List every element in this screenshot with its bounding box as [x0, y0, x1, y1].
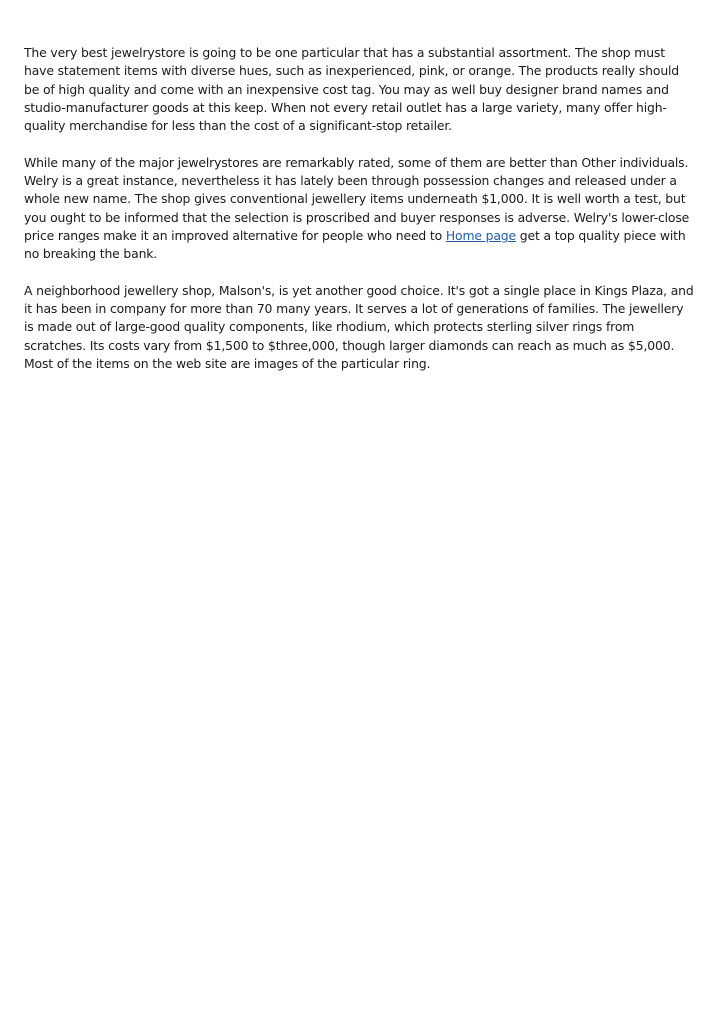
paragraph-welry-text-before: While many of the major jewelrystores are remarkably rated, some of them are better than Other individuals. Welry is a great instance, nevertheless it has lately been through possession changes and released under a whole new name. The shop gives conventional jewellery items underneath $1,000. It is well worth a test, but you ought to be informed that the selection is proscribed and buyer responses is adverse. Welry's lower-close price ranges make it an improved alternative for people who need to: [24, 154, 690, 243]
paragraph-jewelry-assortment: The very best jewelrystore is going to be one particular that has a substantial assortment. The shop must have statement items with diverse hues, such as inexperienced, pink, or orange. The products really should be of high quality and come with an inexpensive cost tag. You may as well buy designer brand names and studio-manufacturer goods at this keep. When not every retail outlet has a large variety, many offer high-quality merchandise for less than the cost of a significant-stop retailer.: [24, 45, 680, 134]
paragraph-malsons: A neighborhood jewellery shop, Malson's, is yet another good choice. It's got a single place in Kings Plaza, and it has been in company for more than 70 many years. It serves a lot of generations of families. The jewellery is made out of large-good quality components, like rhodium, which protects sterling silver rings from scratches. Its costs vary from $1,500 to $three,000, though larger diamonds can reach as much as $5,000. Most of the items on the web site are images of the particular ring.: [24, 282, 694, 372]
paragraph-welry: [24, 154, 696, 264]
home-page-link[interactable]: Home page: [445, 227, 516, 243]
paragraph-welry-text-after: get a top quality piece with no breaking the bank.: [24, 227, 686, 262]
document-body: [24, 44, 696, 392]
